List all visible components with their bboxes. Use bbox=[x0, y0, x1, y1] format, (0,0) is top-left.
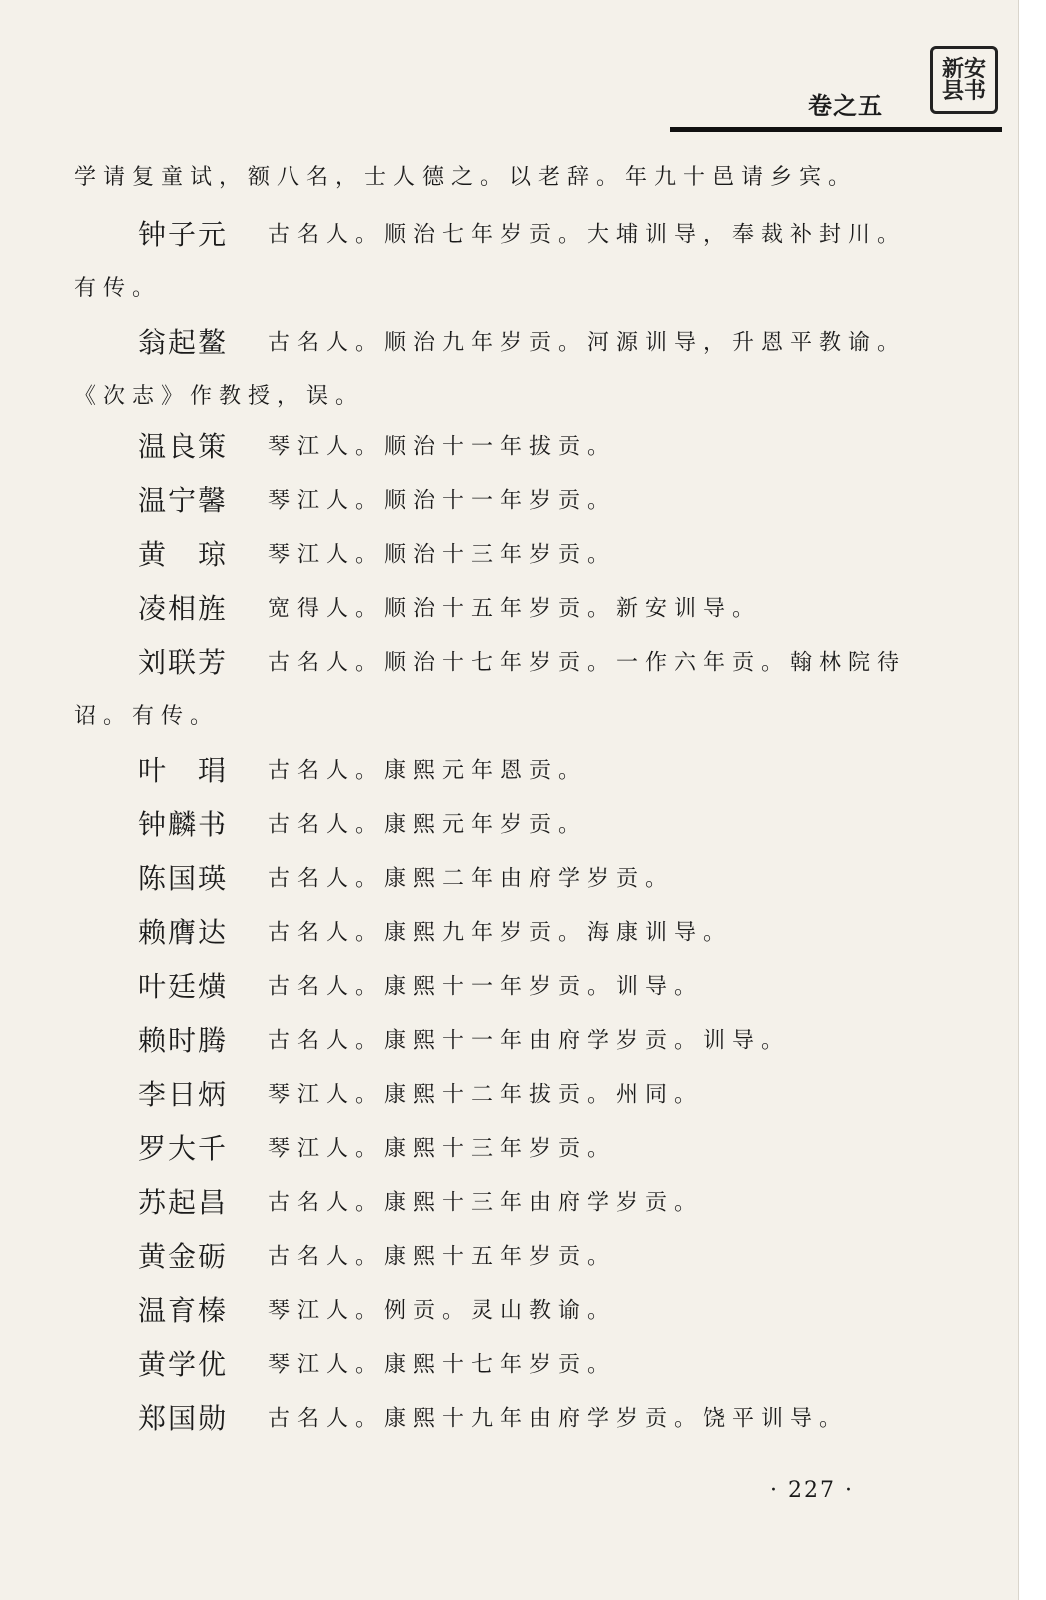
entry-name: 翁起鳌 bbox=[138, 326, 229, 359]
header-rule bbox=[670, 127, 1002, 132]
entry-name: 钟麟书 bbox=[138, 808, 229, 841]
entry-description: 古名人。康熙十五年岁贡。 bbox=[268, 1244, 617, 1270]
entry-description: 琴江人。康熙十三年岁贡。 bbox=[268, 1136, 617, 1162]
entry-description: 琴江人。顺治十三年岁贡。 bbox=[268, 542, 617, 568]
entry-name: 赖膺达 bbox=[138, 916, 229, 949]
entry-description: 古名人。康熙十一年岁贡。训导。 bbox=[268, 974, 704, 1000]
entry-row bbox=[138, 1127, 918, 1167]
page-number: · 227 · bbox=[770, 1478, 854, 1503]
entry-row bbox=[138, 857, 918, 897]
entry-row bbox=[138, 1289, 918, 1329]
entry-row bbox=[138, 1343, 918, 1383]
entry-continuation: 诏。有传。 bbox=[74, 704, 220, 729]
entry-name: 郑国勋 bbox=[138, 1402, 229, 1435]
entry-row bbox=[138, 803, 918, 843]
entry-name: 赖时腾 bbox=[138, 1024, 229, 1057]
entry-row bbox=[138, 1181, 918, 1221]
entry-description: 琴江人。顺治十一年岁贡。 bbox=[268, 488, 617, 514]
entry-name: 黄学优 bbox=[138, 1348, 229, 1381]
entry-name: 黄 琼 bbox=[138, 538, 229, 571]
entry-name: 凌相旌 bbox=[138, 592, 229, 625]
entry-description: 古名人。康熙十三年由府学岁贡。 bbox=[268, 1190, 704, 1216]
entry-name: 陈国瑛 bbox=[138, 862, 229, 895]
entry-row bbox=[138, 1397, 918, 1437]
entry-row bbox=[138, 965, 918, 1005]
entry-description: 宽得人。顺治十五年岁贡。新安训导。 bbox=[268, 596, 762, 622]
entry-description: 古名人。康熙元年恩贡。 bbox=[268, 758, 588, 784]
entry-description: 古名人。康熙十一年由府学岁贡。训导。 bbox=[268, 1028, 791, 1054]
entry-row bbox=[138, 533, 918, 573]
entry-description: 古名人。顺治七年岁贡。大埔训导，奉裁补封川。 bbox=[268, 222, 907, 248]
entry-description: 琴江人。康熙十七年岁贡。 bbox=[268, 1352, 617, 1378]
entry-name: 叶廷熿 bbox=[138, 970, 229, 1003]
chapter-title: 卷之五 bbox=[808, 92, 883, 120]
entry-description: 古名人。康熙元年岁贡。 bbox=[268, 812, 588, 838]
entry-row bbox=[138, 911, 918, 951]
entry-name: 钟子元 bbox=[138, 218, 229, 251]
entry-name: 苏起昌 bbox=[138, 1186, 229, 1219]
entry-description: 古名人。康熙二年由府学岁贡。 bbox=[268, 866, 675, 892]
entry-name: 叶 琄 bbox=[138, 754, 229, 787]
entry-name: 罗大千 bbox=[138, 1132, 229, 1165]
entry-row bbox=[138, 641, 918, 681]
entry-name: 李日炳 bbox=[138, 1078, 229, 1111]
entry-description: 琴江人。顺治十一年拔贡。 bbox=[268, 434, 617, 460]
entry-row bbox=[138, 1235, 918, 1275]
entry-description: 古名人。康熙九年岁贡。海康训导。 bbox=[268, 920, 733, 946]
entry-name: 温育榛 bbox=[138, 1294, 229, 1327]
entry-row bbox=[138, 425, 918, 465]
top-line: 学请复童试，额八名，士人德之。以老辞。年九十邑请乡宾。 bbox=[74, 165, 858, 190]
entry-row bbox=[138, 321, 918, 361]
entry-row bbox=[138, 1019, 918, 1059]
entry-row bbox=[138, 749, 918, 789]
entry-name: 温良策 bbox=[138, 430, 229, 463]
entry-row bbox=[138, 587, 918, 627]
entry-name: 黄金砺 bbox=[138, 1240, 229, 1273]
entry-name: 温宁馨 bbox=[138, 484, 229, 517]
entry-description: 古名人。顺治九年岁贡。河源训导，升恩平教谕。 bbox=[268, 330, 907, 356]
entry-row bbox=[138, 479, 918, 519]
entry-description: 琴江人。康熙十二年拔贡。州同。 bbox=[268, 1082, 704, 1108]
entry-row bbox=[138, 213, 918, 253]
entry-name: 刘联芳 bbox=[138, 646, 229, 679]
entry-description: 琴江人。例贡。灵山教谕。 bbox=[268, 1298, 617, 1324]
entry-description: 古名人。顺治十七年岁贡。一作六年贡。翰林院待 bbox=[268, 650, 907, 676]
seal-logo: 新安县书 bbox=[930, 46, 998, 114]
entry-continuation: 《次志》作教授，误。 bbox=[74, 384, 365, 409]
entry-row bbox=[138, 1073, 918, 1113]
page-edge bbox=[1018, 0, 1046, 1600]
entry-continuation: 有传。 bbox=[74, 276, 162, 301]
entry-description: 古名人。康熙十九年由府学岁贡。饶平训导。 bbox=[268, 1406, 849, 1432]
